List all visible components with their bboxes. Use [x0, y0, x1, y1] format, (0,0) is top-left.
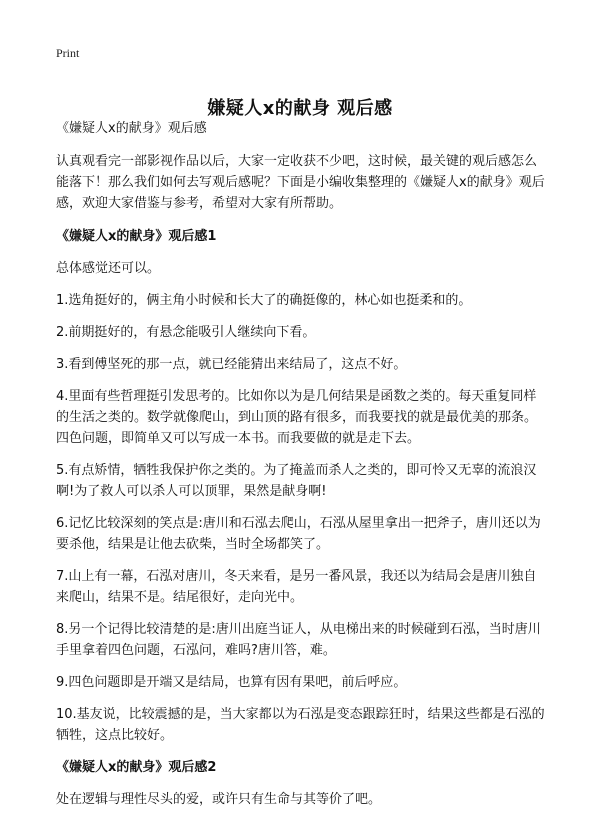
- section1-paragraph: 6.记忆比较深刻的笑点是:唐川和石泓去爬山，石泓从屋里拿出一把斧子，唐川还以为要杀他，结果是让他去砍柴，当时全场都笑了。: [56, 516, 541, 552]
- section1-paragraph: 7.山上有一幕，石泓对唐川，冬天来看，是另一番风景，我还以为结局会是唐川独自来爬山，结果不是。结尾很好，走向光中。: [56, 569, 537, 605]
- section-heading-1: 《嫌疑人x的献身》观后感1: [56, 229, 217, 244]
- section1-paragraph: 4.里面有些哲理挺引发思考的。比如你以为是几何结果是函数之类的。每天重复同样的生活之类的。数学就像爬山，到山顶的路有很多，而我要找的就是最优美的那条。四色问题，即简单又可以写成一本书。而我要做的就是走下去。: [56, 389, 538, 446]
- page-title: 嫌疑人x的献身 观后感: [207, 98, 393, 120]
- section1-paragraph: 3.看到傅坚死的那一点，就已经能猜出来结局了，这点不好。: [56, 357, 407, 372]
- section-heading-2: 《嫌疑人x的献身》观后感2: [56, 760, 217, 775]
- print-link[interactable]: Print: [56, 46, 80, 60]
- section1-paragraph: 2.前期挺好的，有悬念能吸引人继续向下看。: [56, 325, 316, 340]
- article-body: [56, 118, 548, 821]
- intro-paragraph: 认真观看完一部影视作品以后，大家一定收获不少吧，这时候，最关键的观后感怎么能落下！那么我们如何去写观后感呢？下面是小编收集整理的《嫌疑人x的献身》观后感，欢迎大家借鉴与参考，希望对大家有所帮助。: [56, 154, 545, 211]
- section2-paragraph: 处在逻辑与理性尽头的爱，或许只有生命与其等价了吧。: [56, 792, 382, 807]
- section1-paragraph: 8.另一个记得比较清楚的是:唐川出庭当证人，从电梯出来的时候碰到石泓，当时唐川手里拿着四色问题，石泓问，难吗?唐川答，难。: [56, 622, 541, 658]
- article-subtitle: 《嫌疑人x的献身》观后感: [56, 121, 207, 136]
- section1-paragraph: 1.选角挺好的，俩主角小时候和长大了的确挺像的，林心如也挺柔和的。: [56, 293, 472, 308]
- section1-paragraph: 9.四色问题即是开端又是结局，也算有因有果吧，前后呼应。: [56, 675, 407, 690]
- section1-paragraph: 5.有点矫情，牺牲我保护你之类的。为了掩盖而杀人之类的，即可怜又无辜的流浪汉啊!为了救人可以杀人可以顶罪，果然是献身啊!: [56, 463, 537, 499]
- section1-paragraph: 10.基友说，比较震撼的是，当大家都以为石泓是变态跟踪狂时，结果这些都是石泓的牺牲，这点比较好。: [56, 707, 545, 743]
- section1-paragraph: 总体感觉还可以。: [56, 261, 161, 276]
